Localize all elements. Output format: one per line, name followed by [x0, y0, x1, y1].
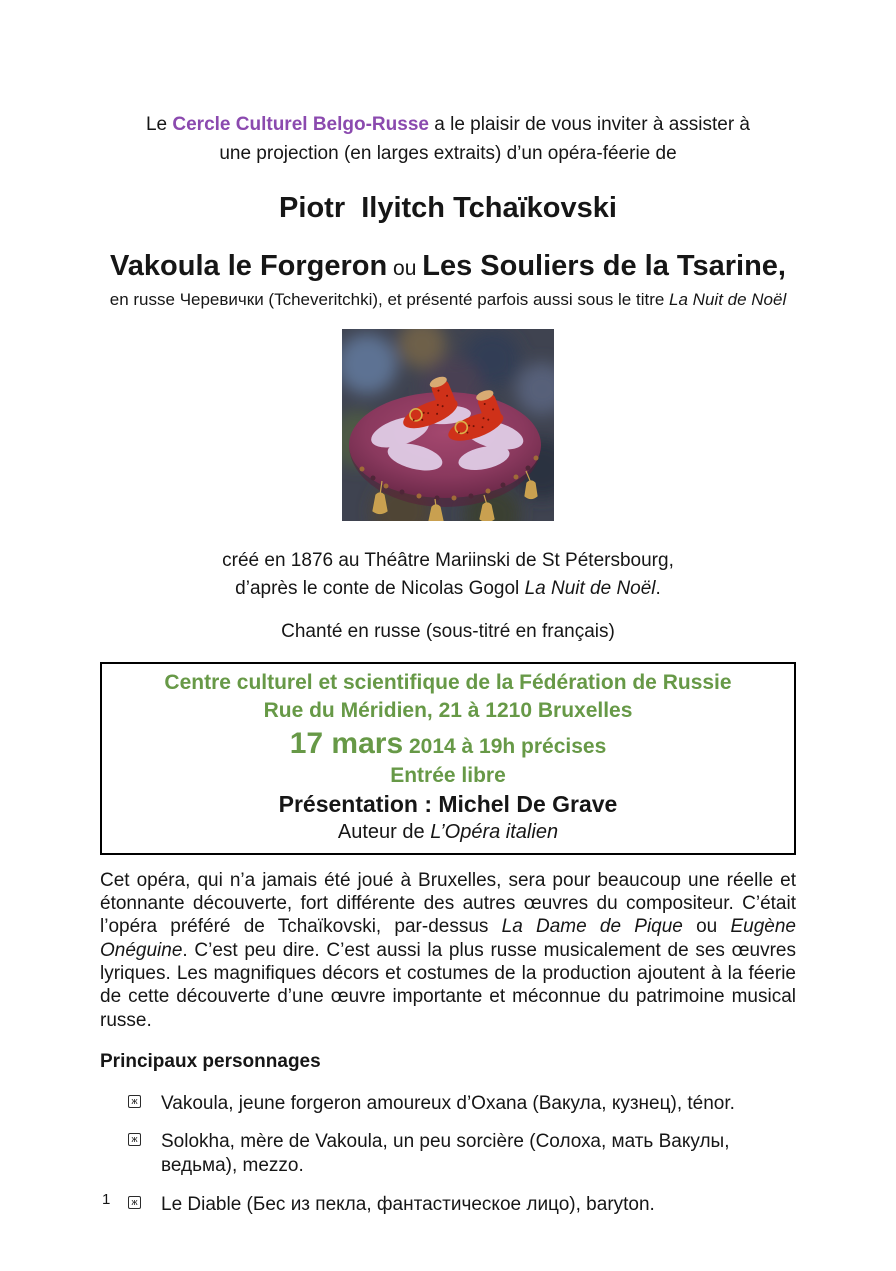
description-part2: ou [682, 916, 731, 938]
event-address: Rue du Méridien, 21 à 1210 Bruxelles [263, 698, 633, 722]
boxed-glyph-bullet-icon: ж [128, 1095, 141, 1108]
event-details-box [100, 662, 796, 855]
character-description: Solokha, mère de Vakoula, un peu sorcière (Солоха, мать Вакулы, ведьма), mezzo. [161, 1131, 730, 1177]
russian-subtitle [100, 288, 796, 312]
document-content [0, 19, 896, 1217]
page-number: 1 [102, 1191, 111, 1208]
credential-pre: Auteur de [337, 820, 431, 843]
composer-title: Piotr Ilyitch Tchaïkovski [279, 192, 617, 224]
event-admission: Entrée libre [390, 764, 506, 788]
boxed-glyph-bullet-icon: ж [128, 1196, 141, 1209]
presenter-credential [108, 820, 788, 845]
opera-reference-2: Eugène Onéguine [100, 916, 796, 961]
opera-reference-1: La Dame de Pique [501, 916, 683, 938]
character-description: Vakoula, jeune forgeron amoureux d’Oxana (Вакула, кузнец), ténor. [161, 1093, 735, 1115]
opera-title [100, 249, 796, 283]
event-date [108, 725, 788, 763]
intro-line2: une projection (en larges extraits) d’un opéra-féerie de [219, 142, 677, 164]
boxed-glyph-bullet-icon: ж [128, 1133, 141, 1146]
event-date-day: 17 mars [289, 726, 404, 760]
characters-list [100, 1092, 796, 1217]
organization-name: Cercle Culturel Belgo-Russe [172, 114, 429, 135]
list-item [128, 1193, 796, 1217]
language-note: Chanté en russe (sous-titré en français) [281, 621, 615, 643]
event-venue: Centre culturel et scientifique de la Fédération de Russie [164, 671, 732, 695]
opera-title-part2: Les Souliers de la Tsarine, [422, 250, 786, 282]
alternate-title-italic: La Nuit de Noël [669, 290, 787, 310]
opera-description [100, 869, 796, 1033]
characters-heading: Principaux personnages [100, 1051, 321, 1073]
list-item [128, 1130, 796, 1178]
russian-subtitle-text: en russe Черевички (Tcheveritchki), et présenté parfois aussi sous le titre [109, 290, 670, 310]
creation-note [100, 547, 796, 602]
list-item [128, 1092, 796, 1116]
invitation-intro [100, 19, 796, 168]
opera-title-part1: Vakoula le Forgeron [110, 250, 388, 282]
character-description: Le Diable (Бес из пекла, фантастическое лицо), baryton. [161, 1193, 655, 1215]
description-part3: . C’est peu dire. C’est aussi la plus russe musicalement de ses œuvres lyriques. Les magnifiques décors et costumes de la production ajoutent à la féerie de cette découverte d’une œuvre importante et méconnue du patrimoine musical russe. [100, 939, 796, 1031]
credential-book-title: L’Opéra italien [430, 820, 559, 843]
intro-prefix: Le [145, 114, 173, 135]
event-date-time: 2014 à 19h précises [403, 734, 607, 758]
event-presenter: Présentation : Michel De Grave [278, 790, 618, 817]
creation-line1: créé en 1876 au Théâtre Mariinski de St Pétersbourg, [222, 550, 674, 572]
creation-source-title: La Nuit de Noël [524, 577, 656, 599]
opera-title-connector: ou [387, 257, 423, 280]
description-part1: Cet opéra, qui n’a jamais été joué à Bruxelles, sera pour beaucoup une réelle et étonnante découverte, fort différente des autres œuvres du compositeur. C’était l’opéra préféré de Tchaïkovski, par-dessus [100, 869, 796, 938]
red-slippers-illustration [342, 329, 554, 521]
opera-photo [342, 329, 554, 521]
creation-line2-post: . [655, 577, 661, 599]
creation-line2-pre: d’après le conte de Nicolas Gogol [235, 577, 525, 599]
intro-suffix: a le plaisir de vous inviter à assister à [428, 114, 751, 135]
